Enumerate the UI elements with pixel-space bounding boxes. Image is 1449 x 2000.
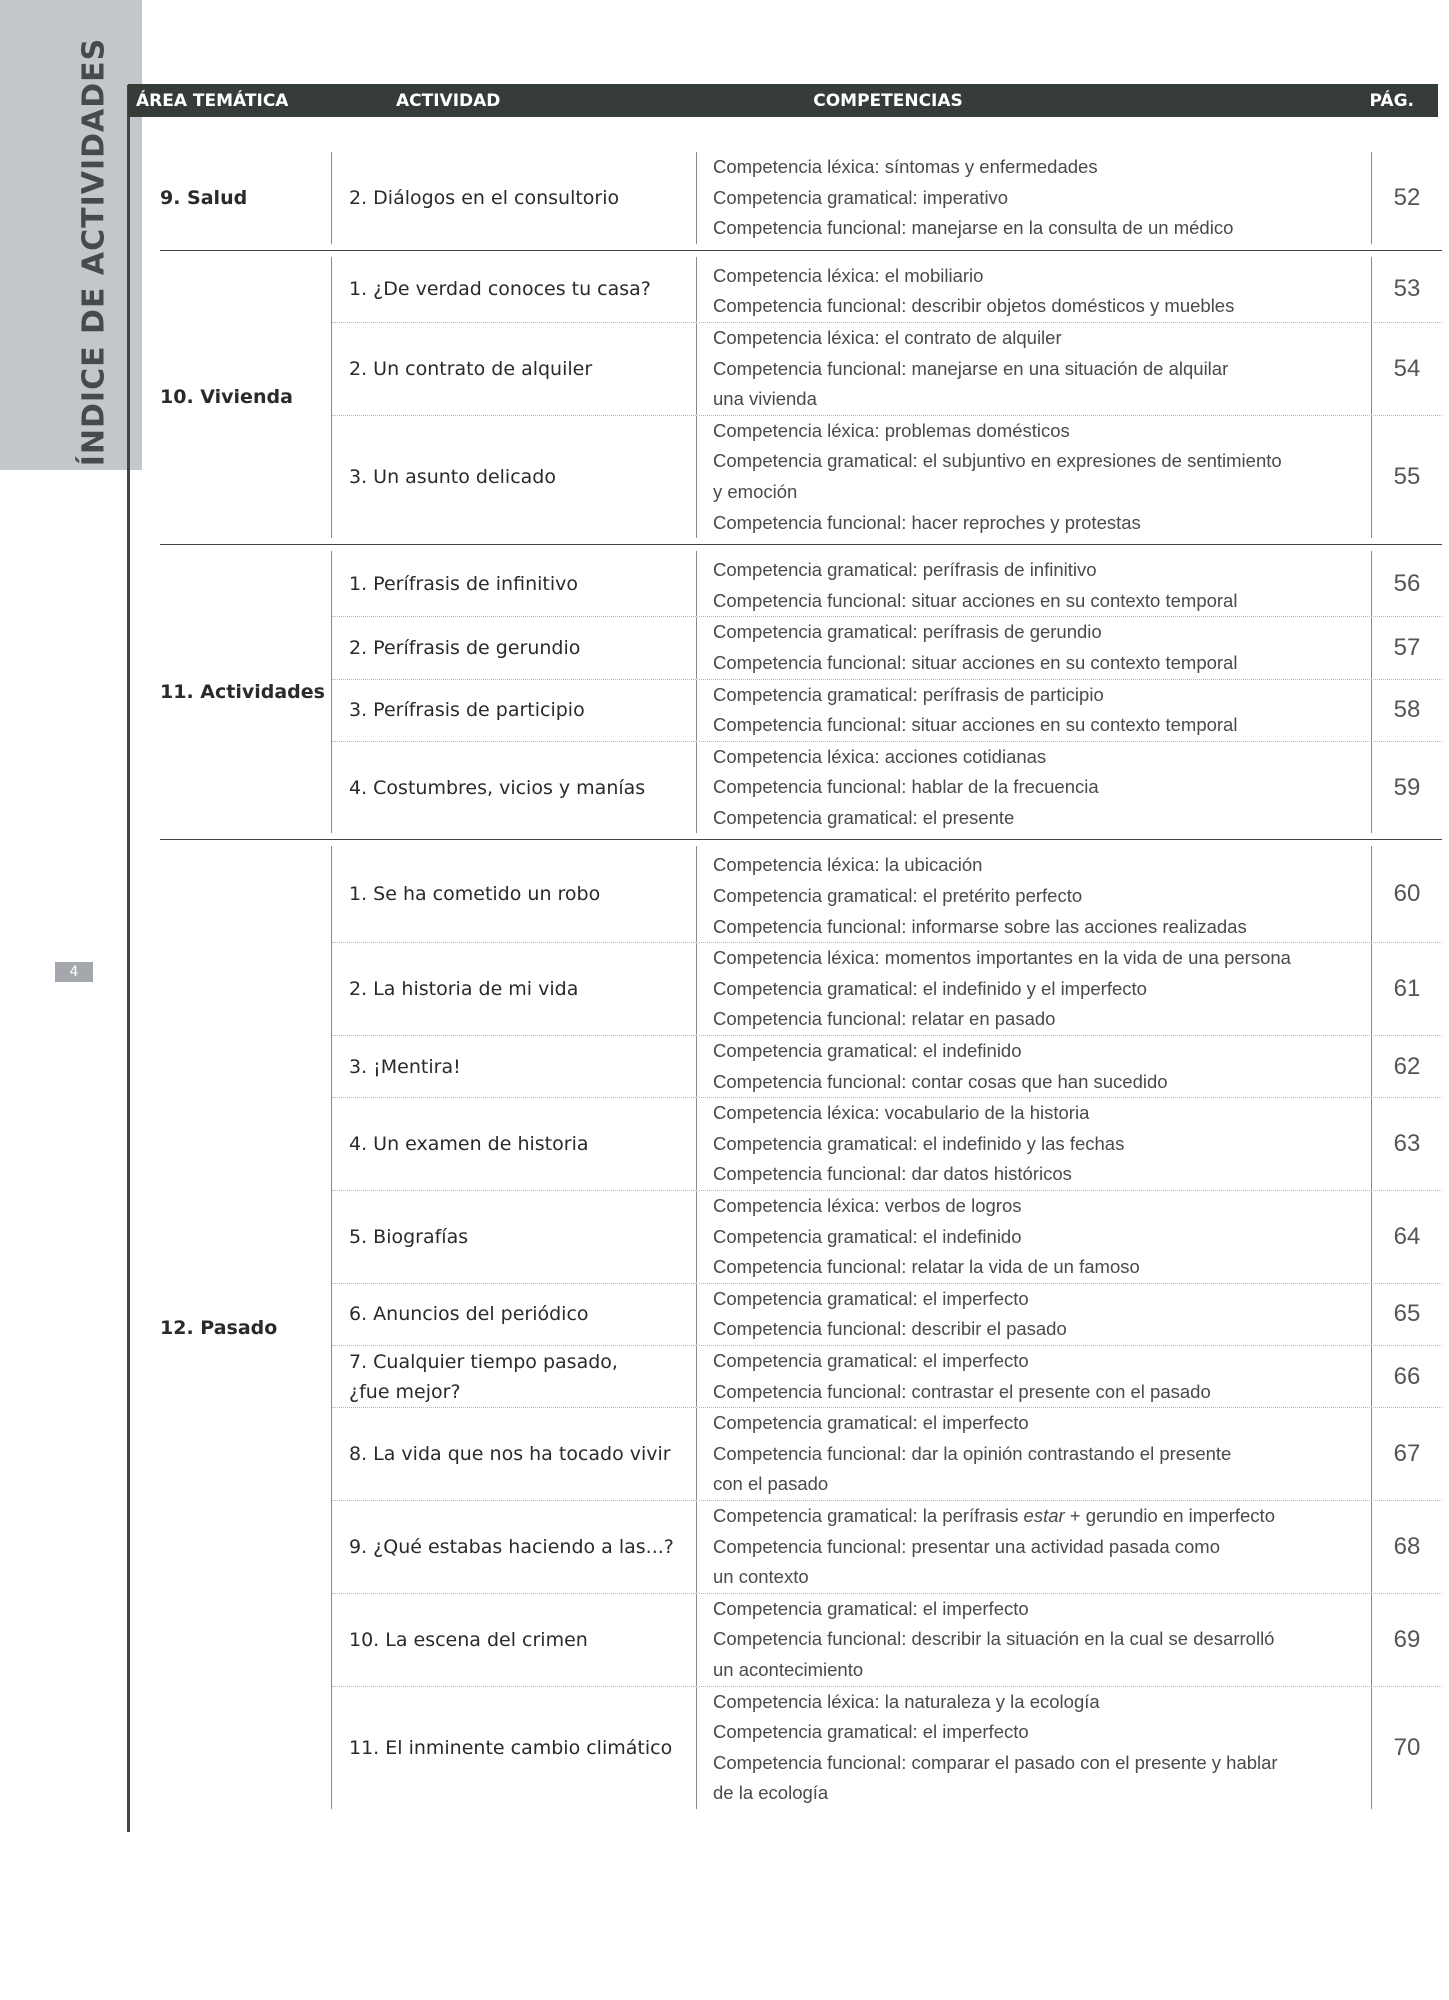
competencias-cell bbox=[697, 742, 1372, 834]
area-group bbox=[160, 545, 1442, 840]
page-cell: 69 bbox=[1393, 1625, 1421, 1653]
competencia-line: Competencia gramatical: el indefinido bbox=[713, 1225, 1022, 1247]
competencia-line: Competencia funcional: contrastar el presente con el pasado bbox=[713, 1380, 1211, 1402]
actividad-cell: 2. La historia de mi vida bbox=[332, 943, 697, 1035]
competencia-line: Competencia léxica: acciones cotidianas bbox=[713, 745, 1047, 767]
actividad-cell: 5. Biografías bbox=[332, 1191, 697, 1283]
competencia-line: una vivienda bbox=[713, 388, 817, 410]
competencia-line: Competencia funcional: hacer reproches y protestas bbox=[713, 511, 1141, 533]
competencia-line: Competencia gramatical: el indefinido y las fechas bbox=[713, 1132, 1125, 1154]
actividad-cell: 10. La escena del crimen bbox=[332, 1594, 697, 1686]
page-cell: 67 bbox=[1393, 1440, 1421, 1468]
table-row bbox=[332, 323, 1442, 416]
competencia-line: Competencia gramatical: perífrasis de participio bbox=[713, 683, 1104, 705]
table-row bbox=[332, 742, 1442, 834]
actividad-cell: 7. Cualquier tiempo pasado, ¿fue mejor? bbox=[332, 1346, 697, 1407]
competencia-line: Competencia funcional: describir objetos domésticos y muebles bbox=[713, 295, 1235, 317]
competencia-line: y emoción bbox=[713, 480, 798, 502]
left-rule bbox=[127, 85, 130, 1832]
actividad-cell: 2. Perífrasis de gerundio bbox=[332, 617, 697, 678]
table-row bbox=[332, 1594, 1442, 1687]
table-row bbox=[332, 846, 1442, 943]
actividad-cell: 2. Un contrato de alquiler bbox=[332, 323, 697, 415]
competencia-line: Competencia funcional: situar acciones en su contexto temporal bbox=[713, 714, 1238, 736]
competencia-line: Competencia gramatical: la perífrasis estar + gerundio en imperfecto bbox=[713, 1504, 1275, 1526]
competencia-line: con el pasado bbox=[713, 1473, 829, 1495]
competencia-line: Competencia funcional: manejarse en una situación de alquilar bbox=[713, 357, 1229, 379]
page-cell: 53 bbox=[1393, 275, 1421, 303]
table-row bbox=[332, 152, 1442, 244]
table-row bbox=[332, 1408, 1442, 1501]
header-pag: PÁG. bbox=[1369, 91, 1414, 111]
area-group bbox=[160, 251, 1442, 545]
competencia-line: de la ecología bbox=[713, 1782, 829, 1804]
competencia-line: Competencia funcional: relatar la vida de un famoso bbox=[713, 1256, 1140, 1278]
competencia-line: Competencia gramatical: el subjuntivo en expresiones de sentimiento bbox=[713, 450, 1282, 472]
table-row bbox=[332, 943, 1442, 1036]
table-row bbox=[332, 551, 1442, 617]
page-number-badge: 4 bbox=[55, 962, 93, 982]
competencias-cell bbox=[697, 1098, 1372, 1190]
actividad-cell: 3. Un asunto delicado bbox=[332, 416, 697, 538]
actividad-cell: 6. Anuncios del periódico bbox=[332, 1284, 697, 1345]
competencia-line: Competencia funcional: dar la opinión contrastando el presente bbox=[713, 1442, 1232, 1464]
header-area: ÁREA TEMÁTICA bbox=[136, 91, 289, 111]
page-cell: 70 bbox=[1393, 1733, 1421, 1761]
page-cell: 64 bbox=[1393, 1222, 1421, 1250]
table-row bbox=[332, 680, 1442, 742]
competencia-line: Competencia gramatical: perífrasis de gerundio bbox=[713, 621, 1102, 643]
competencia-line: Competencia funcional: manejarse en la consulta de un médico bbox=[713, 217, 1234, 239]
page-cell: 63 bbox=[1393, 1130, 1421, 1158]
competencias-cell bbox=[697, 323, 1372, 415]
competencias-cell bbox=[697, 680, 1372, 741]
competencias-cell bbox=[697, 152, 1372, 244]
competencia-line: Competencia gramatical: el imperfecto bbox=[713, 1349, 1029, 1371]
side-tab bbox=[0, 0, 142, 470]
page-cell: 55 bbox=[1393, 462, 1421, 490]
area-label: 12. Pasado bbox=[160, 846, 332, 1808]
header-actividad: ACTIVIDAD bbox=[396, 91, 501, 111]
side-title: ÍNDICE DE ACTIVIDADES bbox=[76, 37, 112, 467]
table-row bbox=[332, 1284, 1442, 1346]
competencias-cell bbox=[697, 1191, 1372, 1283]
competencias-cell bbox=[697, 257, 1372, 322]
competencias-cell bbox=[697, 846, 1372, 942]
competencia-line: Competencia funcional: informarse sobre las acciones realizadas bbox=[713, 915, 1247, 937]
competencia-line: Competencia funcional: situar acciones en su contexto temporal bbox=[713, 651, 1238, 673]
competencias-cell bbox=[697, 1594, 1372, 1686]
header-competencias: COMPETENCIAS bbox=[813, 91, 963, 111]
area-group bbox=[160, 152, 1442, 251]
competencia-line: Competencia léxica: vocabulario de la historia bbox=[713, 1102, 1090, 1124]
competencia-line: Competencia léxica: la ubicación bbox=[713, 854, 983, 876]
table-row bbox=[332, 1501, 1442, 1594]
competencia-line: un acontecimiento bbox=[713, 1658, 864, 1680]
area-label: 10. Vivienda bbox=[160, 257, 332, 538]
table-row bbox=[332, 1098, 1442, 1191]
competencia-line: Competencia gramatical: el imperfecto bbox=[713, 1412, 1029, 1434]
competencias-cell bbox=[697, 1284, 1372, 1345]
area-label: 9. Salud bbox=[160, 152, 332, 244]
competencias-cell bbox=[697, 943, 1372, 1035]
competencia-line: Competencia léxica: la naturaleza y la ecología bbox=[713, 1690, 1100, 1712]
table-row bbox=[332, 1346, 1442, 1408]
competencia-line: Competencia funcional: dar datos históricos bbox=[713, 1163, 1072, 1185]
competencias-cell bbox=[697, 1346, 1372, 1407]
actividad-cell: 9. ¿Qué estabas haciendo a las...? bbox=[332, 1501, 697, 1593]
page-cell: 52 bbox=[1393, 183, 1421, 211]
competencia-line: un contexto bbox=[713, 1566, 809, 1588]
table-row bbox=[332, 617, 1442, 679]
competencia-line: Competencia gramatical: el indefinido y el imperfecto bbox=[713, 977, 1147, 999]
table-row bbox=[332, 257, 1442, 323]
table-row bbox=[332, 1191, 1442, 1284]
competencia-line: Competencia léxica: el contrato de alquiler bbox=[713, 326, 1062, 348]
competencias-cell bbox=[697, 1408, 1372, 1500]
actividad-cell: 3. ¡Mentira! bbox=[332, 1036, 697, 1097]
competencias-cell bbox=[697, 551, 1372, 616]
competencia-line: Competencia léxica: verbos de logros bbox=[713, 1195, 1022, 1216]
competencia-line: Competencia funcional: comparar el pasado con el presente y hablar bbox=[713, 1751, 1278, 1773]
competencias-cell bbox=[697, 416, 1372, 538]
page-cell: 59 bbox=[1393, 773, 1421, 801]
table-row bbox=[332, 1036, 1442, 1098]
area-label: 11. Actividades bbox=[160, 551, 332, 833]
competencia-line: Competencia funcional: hablar de la frecuencia bbox=[713, 776, 1099, 798]
competencias-cell bbox=[697, 1501, 1372, 1593]
competencia-line: Competencia gramatical: el pretérito perfecto bbox=[713, 885, 1083, 907]
page-cell: 58 bbox=[1393, 696, 1421, 724]
competencia-line: Competencia gramatical: el presente bbox=[713, 806, 1015, 828]
competencia-line: Competencia gramatical: perífrasis de infinitivo bbox=[713, 559, 1097, 581]
competencia-line: Competencia funcional: situar acciones en su contexto temporal bbox=[713, 589, 1238, 611]
competencia-line: Competencia léxica: síntomas y enfermedades bbox=[713, 156, 1098, 177]
actividad-cell: 2. Diálogos en el consultorio bbox=[332, 152, 697, 244]
competencia-line: Competencia léxica: problemas domésticos bbox=[713, 419, 1070, 441]
actividad-cell: 1. ¿De verdad conoces tu casa? bbox=[332, 257, 697, 322]
competencia-line: Competencia funcional: describir el pasado bbox=[713, 1318, 1067, 1340]
actividad-cell: 8. La vida que nos ha tocado vivir bbox=[332, 1408, 697, 1500]
competencia-line: Competencia gramatical: el imperfecto bbox=[713, 1287, 1029, 1309]
table-row bbox=[332, 1687, 1442, 1809]
page-cell: 60 bbox=[1393, 880, 1421, 908]
page-cell: 57 bbox=[1393, 633, 1421, 661]
page-cell: 68 bbox=[1393, 1532, 1421, 1560]
competencia-line: Competencia léxica: el mobiliario bbox=[713, 264, 984, 286]
activities-table bbox=[160, 152, 1442, 1815]
table-header bbox=[128, 84, 1438, 117]
page-cell: 66 bbox=[1393, 1362, 1421, 1390]
table-row bbox=[332, 416, 1442, 538]
competencia-line: Competencia léxica: momentos importantes en la vida de una persona bbox=[713, 947, 1291, 969]
actividad-cell: 3. Perífrasis de participio bbox=[332, 680, 697, 741]
competencias-cell bbox=[697, 1036, 1372, 1097]
competencia-line: Competencia funcional: presentar una actividad pasada como bbox=[713, 1535, 1221, 1557]
competencia-line: Competencia funcional: describir la situación en la cual se desarrolló bbox=[713, 1628, 1275, 1650]
competencia-line: Competencia funcional: relatar en pasado bbox=[713, 1008, 1056, 1030]
competencias-cell bbox=[697, 1687, 1372, 1809]
actividad-cell: 1. Perífrasis de infinitivo bbox=[332, 551, 697, 616]
page-cell: 56 bbox=[1393, 569, 1421, 597]
actividad-cell: 1. Se ha cometido un robo bbox=[332, 846, 697, 942]
competencia-line: Competencia gramatical: imperativo bbox=[713, 186, 1009, 208]
actividad-cell: 4. Un examen de historia bbox=[332, 1098, 697, 1190]
page-cell: 61 bbox=[1393, 975, 1421, 1003]
page-cell: 54 bbox=[1393, 354, 1421, 382]
competencias-cell bbox=[697, 617, 1372, 678]
page-cell: 62 bbox=[1393, 1052, 1421, 1080]
competencia-line: Competencia funcional: contar cosas que han sucedido bbox=[713, 1070, 1168, 1092]
competencia-line: Competencia gramatical: el imperfecto bbox=[713, 1721, 1029, 1743]
actividad-cell: 11. El inminente cambio climático bbox=[332, 1687, 697, 1809]
competencia-line: Competencia gramatical: el imperfecto bbox=[713, 1597, 1029, 1619]
area-group bbox=[160, 840, 1442, 1814]
competencia-line: Competencia gramatical: el indefinido bbox=[713, 1040, 1022, 1062]
actividad-cell: 4. Costumbres, vicios y manías bbox=[332, 742, 697, 834]
page-cell: 65 bbox=[1393, 1300, 1421, 1328]
